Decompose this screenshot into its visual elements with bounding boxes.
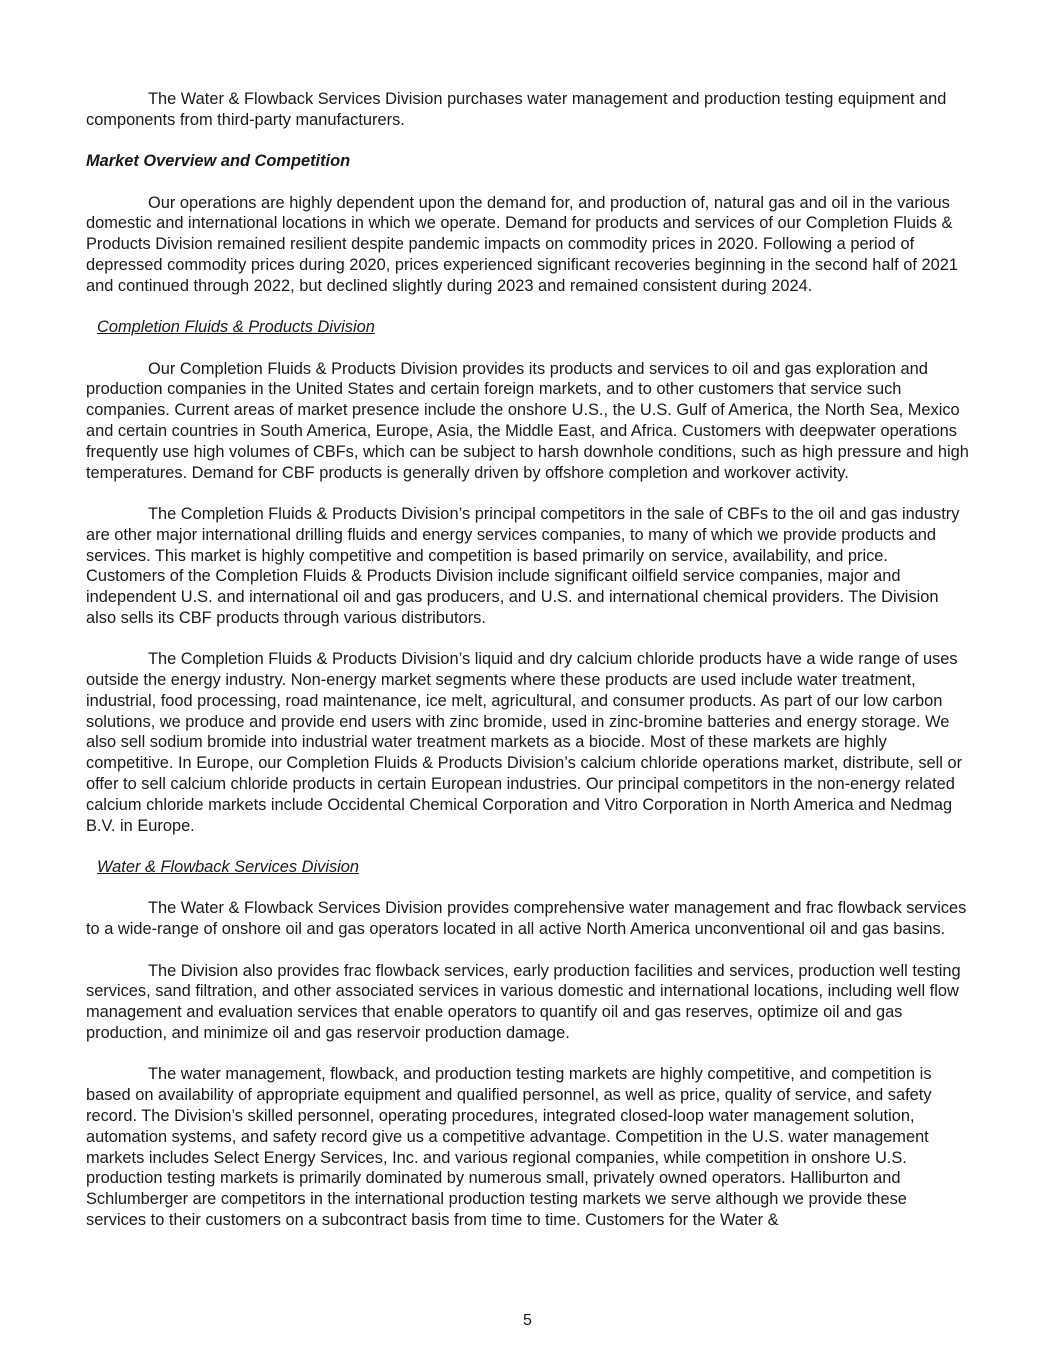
paragraph-market-overview: Our operations are highly dependent upon the demand for, and production of, natural gas and oil in the various domestic and international locations in which we operate. Demand for products and services of our Completion Fluids & Products Division remained resilient despite pandemic impacts on commodity prices in 2020. Following a period of depressed commodity prices during 2020, prices experienced significant recoveries beginning in the second half of 2021 and continued through 2022, but declined slightly during 2023 and remained consistent during 2024. xyxy=(86,193,958,295)
paragraph-wfs-services: The Water & Flowback Services Division provides comprehensive water management and frac flowback services to a wide-range of onshore oil and gas operators located in all active North America unconventional oil and gas basins. xyxy=(86,899,967,939)
paragraph-equipment-purchases: The Water & Flowback Services Division purchases water management and production testing equipment and components from third-party manufacturers. xyxy=(86,90,947,129)
paragraph-wfs-competition: The water management, flowback, and production testing markets are highly competitive, and competition is based on availability of appropriate equipment and qualified personnel, as well as price, quality of service, and safety record. The Division’s skilled personnel, operating procedures, integrated closed-loop water management solution, automation systems, and safety record give us a competitive advantage. Competition in the U.S. water management markets includes Select Energy Services, Inc. and various regional companies, while competition in onshore U.S. production testing markets is primarily dominated by numerous small, privately owned operators. Halliburton and Schlumberger are competitors in the international production testing markets we serve although we provide these services to their customers on a subcontract basis from time to time. Customers for the Water & xyxy=(86,1065,932,1229)
section-heading-market-overview: Market Overview and Competition xyxy=(86,152,351,171)
paragraph-wfs-additional-services: The Division also provides frac flowback services, early production facilities and services, production well testing services, sand filtration, and other associated services in various domestic and international locations, including well flow management and evaluation services that enable operators to quantify oil and gas reserves, optimize oil and gas production, and minimize oil and gas reservoir production damage. xyxy=(86,961,961,1043)
paragraph-cfp-markets: Our Completion Fluids & Products Division provides its products and services to oil and gas exploration and production companies in the United States and certain foreign markets, and to other customers that service such companies. Current areas of market presence include the onshore U.S., the U.S. Gulf of America, the North Sea, Mexico and certain countries in South America, Europe, Asia, the Middle East, and Africa. Customers with deepwater operations frequently use high volumes of CBFs, which can be subject to harsh downhole conditions, such as high pressure and high temperatures. Demand for CBF products is generally driven by offshore completion and workover activity. xyxy=(86,359,969,482)
paragraph-calcium-chloride: The Completion Fluids & Products Division’s liquid and dry calcium chloride products have a wide range of uses outside the energy industry. Non-energy market segments where these products are used include water treatment, industrial, food processing, road maintenance, ice melt, agricultural, and consumer products. As part of our low carbon solutions, we produce and provide end users with zinc bromide, used in zinc-bromine batteries and energy storage. We also sell sodium bromide into industrial water treatment markets as a biocide. Most of these markets are highly competitive. In Europe, our Completion Fluids & Products Division’s calcium chloride operations market, distribute, sell or offer to sell calcium chloride products in certain European industries. Our principal competitors in the non-energy related calcium chloride markets include Occidental Chemical Corporation and Vitro Corporation in North America and Nedmag B.V. in Europe. xyxy=(86,650,963,835)
document-page xyxy=(86,89,970,1251)
subheading-completion-fluids: Completion Fluids & Products Division xyxy=(97,318,375,337)
paragraph-cfp-competitors: The Completion Fluids & Products Division’s principal competitors in the sale of CBFs to the oil and gas industry are other major international drilling fluids and energy services companies, to many of which we provide products and services. This market is highly competitive and competition is based primarily on service, availability, and price. Customers of the Completion Fluids & Products Division include significant oilfield service companies, major and independent U.S. and international oil and gas producers, and U.S. and international chemical providers. The Division also sells its CBF products through various distributors. xyxy=(86,504,960,627)
page-number: 5 xyxy=(523,1312,532,1329)
subheading-water-flowback: Water & Flowback Services Division xyxy=(97,858,360,877)
